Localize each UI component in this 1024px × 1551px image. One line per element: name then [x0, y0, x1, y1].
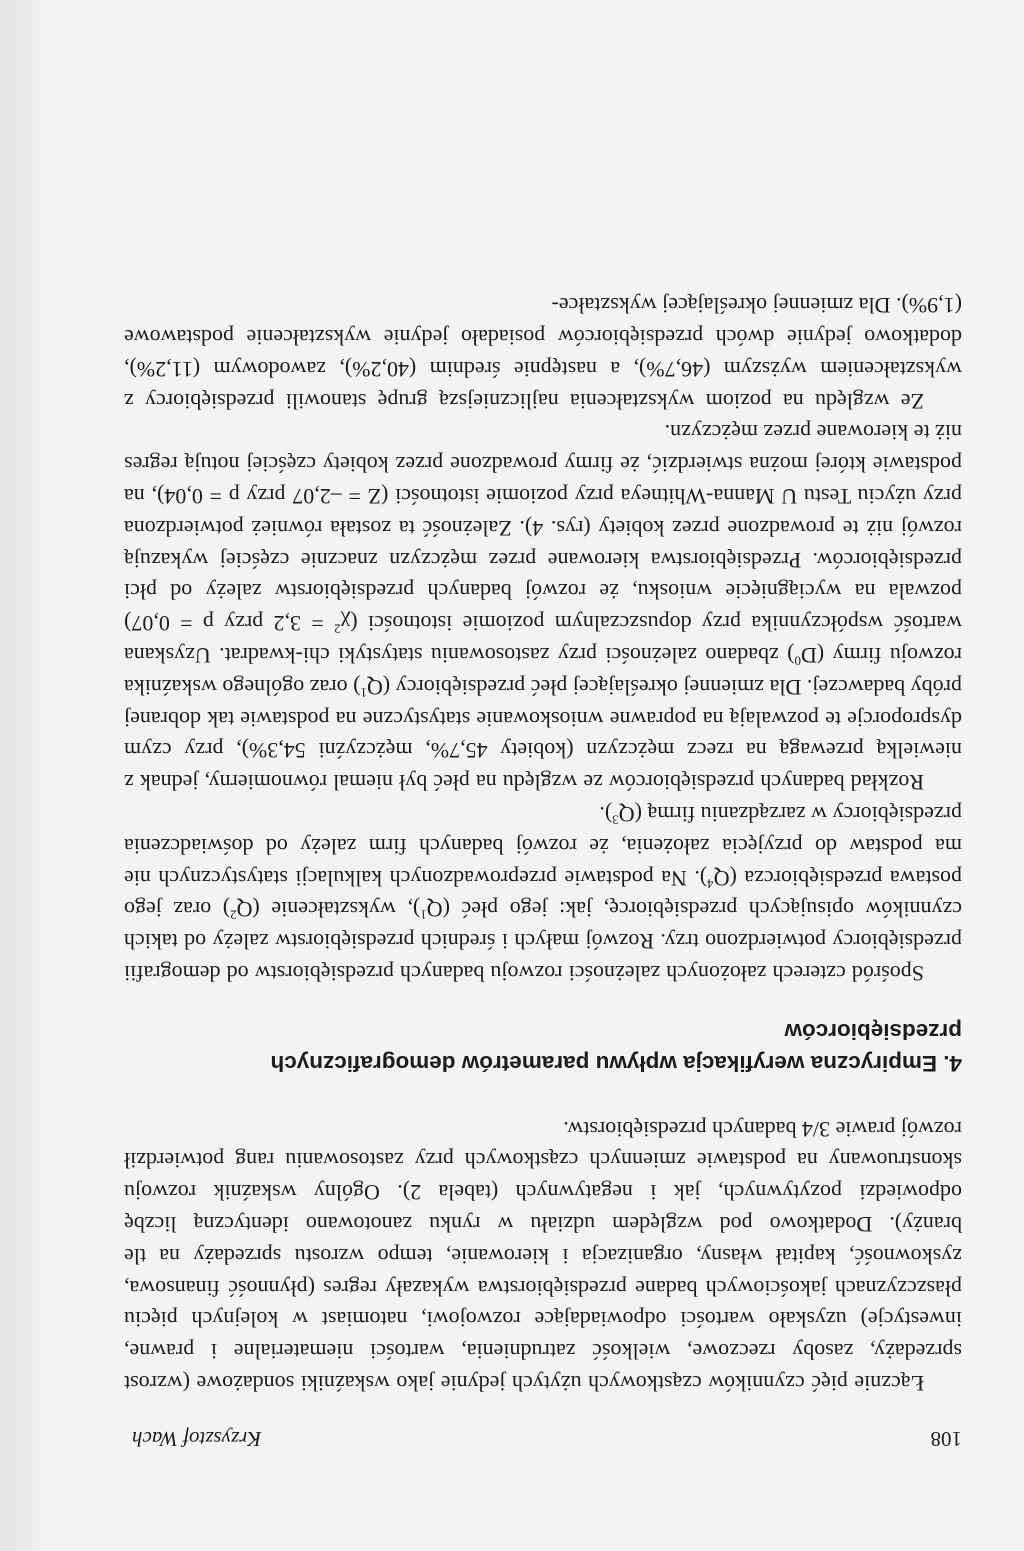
- running-header: [132, 1419, 962, 1451]
- p3-part-b: ) oraz ogólnego wskaźnika rozwoju firmy (D: [124, 643, 962, 700]
- section-heading-line-2: przedsiębiorców: [784, 1019, 962, 1044]
- paragraph-block-1: [124, 1113, 962, 1399]
- p3-sup-3: 2: [334, 621, 341, 637]
- p3-sup-1: 1: [360, 685, 367, 701]
- section-heading: [124, 1015, 962, 1079]
- p2-part-b: ), wykształcenie (Q: [236, 897, 421, 923]
- p2-part-d: ). Na podstawie przeprowadzonych kalkulacji statystycznych nie ma podstaw do przyjęcia założenia, że rozwój badanych firm zależy od doświadczenia przedsiębiorcy w zarządzaniu firmą (Q: [124, 802, 962, 891]
- p3-part-c: ) zbadano zależności przy zastosowaniu statystyki chi-kwadrat. Uzyskana wartość współczynnika przy dopuszczalnym poziomie istotności (χ: [124, 611, 962, 669]
- p2-sup-2: 2: [230, 907, 237, 923]
- paragraph-1: Łącznie pięć czynników cząstkowych użytych jedynie jako wskaźniki sondażowe (wzrost sprzedaży, zasoby rzeczowe, wielkość zatrudnienia, wartości niematerialne i prawne, inwestycje) uzyskało wartości odpowiadające rozwojowi, natomiast w kolejnych pięciu płaszczyznach jakościowych badane przedsiębiorstwa wykazały regres (płynność finansowa, zyskowność, kapitał własny, organizacja i kierowanie, tempo wzrostu sprzedaży na tle branży). Dodatkowo pod względem udziału w rynku zanotowano identyczną liczbę odpowiedzi pozytywnych, jak i negatywnych (tabela 2). Ogólny wskaźnik rozwoju skonstruowany na podstawie zmiennych cząstkowych przy zastosowaniu rang potwierdził rozwój prawie 3/4 badanych przedsiębiorstw.: [124, 1116, 962, 1396]
- paragraph-2: [124, 798, 962, 989]
- p3-part-a: Rozkład badanych przedsiębiorców ze względu na płeć był niemal równomierny, jednak z niewielką przewagą na rzecz mężczyzn (kobiety 45,7%, mężczyźni 54,3%), przy czym dysproporcje te pozwalają na poprawne wnioskowanie statystyczne na podstawie tak dobranej próby badawczej. Dla zmiennej określającej płeć przedsiębiorcy (Q: [124, 674, 962, 796]
- p2-part-c: ) oraz jego postawa przedsiębiorcza (Q: [123, 865, 962, 923]
- p3-part-d: = 3,2 przy p = 0,07) pozwala na wyciągnięcie wniosku, że rozwój badanych przedsiębiorstw zależy od płci przedsiębiorców. Przedsiębiorstwa kierowane przez mężczyzn znacznie częściej wykazują rozwój niż te prowadzone przez kobiety (rys. 4). Zależność ta została również potwierdzona przy użyciu Testu U Manna-Whitneya przy poziomie istotności (Z = –2,07 przy p = 0,04), na podstawie której można stwierdzić, że firmy prowadzone przez kobiety częściej notują regres niż te kierowane przez mężczyzn.: [124, 420, 962, 637]
- p2-sup-1: 1: [420, 907, 427, 923]
- p2-part-a: Spośród czterech założonych zależności rozwoju badanych przedsiębiorstw od demografii przedsiębiorcy potwierdzono trzy. Rozwój małych i średnich przedsiębiorstw zależy od takich czynników opisujących przedsiębiorcę, jak: jego płeć (Q: [124, 897, 962, 986]
- paragraph-3: [124, 417, 962, 799]
- paragraph-block-2: [124, 289, 962, 989]
- p2-part-e: ).: [599, 802, 613, 828]
- page-number: 108: [930, 1427, 962, 1451]
- p2-sup-3: 4: [707, 875, 714, 891]
- page-edge-shadow: [0, 0, 60, 1551]
- paragraph-4: Ze względu na poziom wykształcenia najliczniejszą grupę stanowili przedsiębiorcy z wykształceniem wyższym (46,7%), a następnie średnim (40,2%), zawodowym (11,2%), dodatkowo jedynie dwóch przedsiębiorców posiadało jedynie wykształcenie podstawowe (1,9%). Dla zmiennej określającej wykształce-: [124, 293, 962, 414]
- running-author: Krzysztof Wach: [132, 1427, 262, 1451]
- section-block: [124, 1015, 962, 1079]
- p2-sup-4: 3: [612, 812, 619, 828]
- p3-sup-2: 0: [794, 653, 801, 669]
- section-heading-line-1: 4. Empiryczna weryfikacja wpływu parametrów demograficznych: [270, 1051, 962, 1076]
